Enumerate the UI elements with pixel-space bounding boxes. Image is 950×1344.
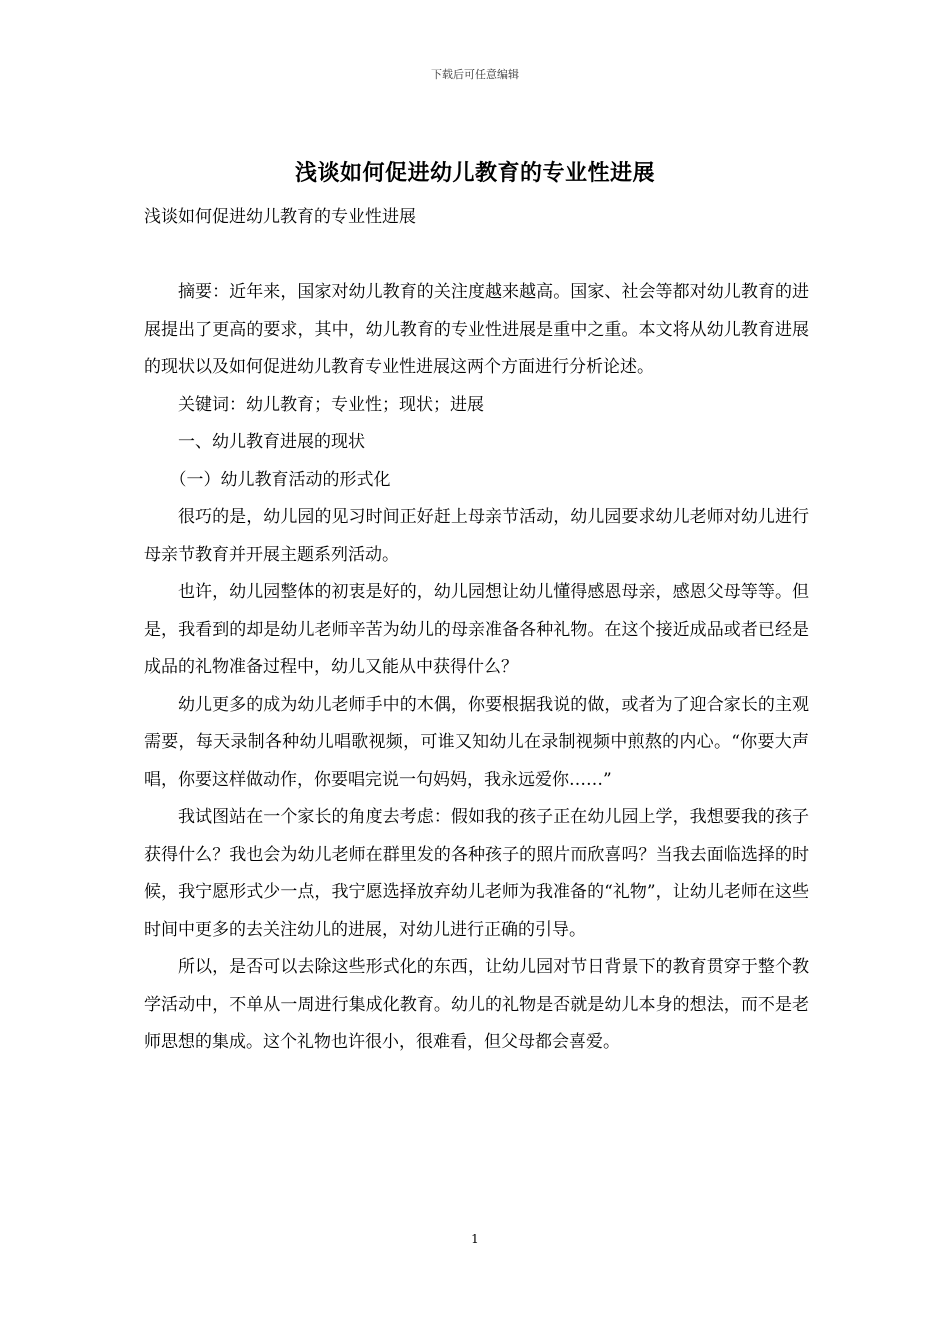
body-paragraph: 我试图站在一个家长的角度去考虑：假如我的孩子正在幼儿园上学，我想要我的孩子获得什么？我也会为幼儿老师在群里发的各种孩子的照片而欣喜吗？当我去面临选择的时候，我宁愿形式少一点，我宁愿选择放弃幼儿老师为我准备的“礼物”，让幼儿老师在这些时间中更多的去关注幼儿的进展，对幼儿进行正确的引导。 [144, 807, 809, 940]
abstract-paragraph: 摘要：近年来，国家对幼儿教育的关注度越来越高。国家、社会等都对幼儿教育的进展提出了更高的要求，其中，幼儿教育的专业性进展是重中之重。本文将从幼儿教育进展的现状以及如何促进幼儿教育专业性进展这两个方面进行分析论述。 [144, 282, 809, 377]
header-note: 下载后可任意编辑 [431, 68, 519, 81]
body-paragraph: 幼儿更多的成为幼儿老师手中的木偶，你要根据我说的做，或者为了迎合家长的主观需要，每天录制各种幼儿唱歌视频，可谁又知幼儿在录制视频中煎熬的内心。“你要大声唱，你要这样做动作，你要唱完说一句妈妈，我永远爱你……” [144, 694, 809, 790]
keywords-line: 关键词：幼儿教育；专业性；现状；进展 [178, 394, 484, 415]
body-paragraph: 很巧的是，幼儿园的见习时间正好赶上母亲节活动，幼儿园要求幼儿老师对幼儿进行母亲节教育并开展主题系列活动。 [144, 507, 809, 565]
subsection-heading: （一）幼儿教育活动的形式化 [169, 469, 391, 490]
document-title: 浅谈如何促进幼儿教育的专业性进展 [294, 160, 655, 186]
body-paragraph: 也许，幼儿园整体的初衷是好的，幼儿园想让幼儿懂得感恩母亲，感恩父母等等。但是，我看到的却是幼儿老师辛苦为幼儿的母亲准备各种礼物。在这个接近成品或者已经是成品的礼物准备过程中，幼儿又能从中获得什么？ [144, 582, 809, 677]
document-body [144, 199, 809, 1062]
section-heading: 一、幼儿教育进展的现状 [178, 432, 365, 452]
document-subtitle: 浅谈如何促进幼儿教育的专业性进展 [144, 207, 416, 227]
page-number: 1 [471, 1232, 479, 1246]
body-paragraph: 所以，是否可以去除这些形式化的东西，让幼儿园对节日背景下的教育贯穿于整个教学活动中，不单从一周进行集成化教育。幼儿的礼物是否就是幼儿本身的想法，而不是老师思想的集成。这个礼物也许很小，很难看，但父母都会喜爱。 [144, 957, 809, 1052]
